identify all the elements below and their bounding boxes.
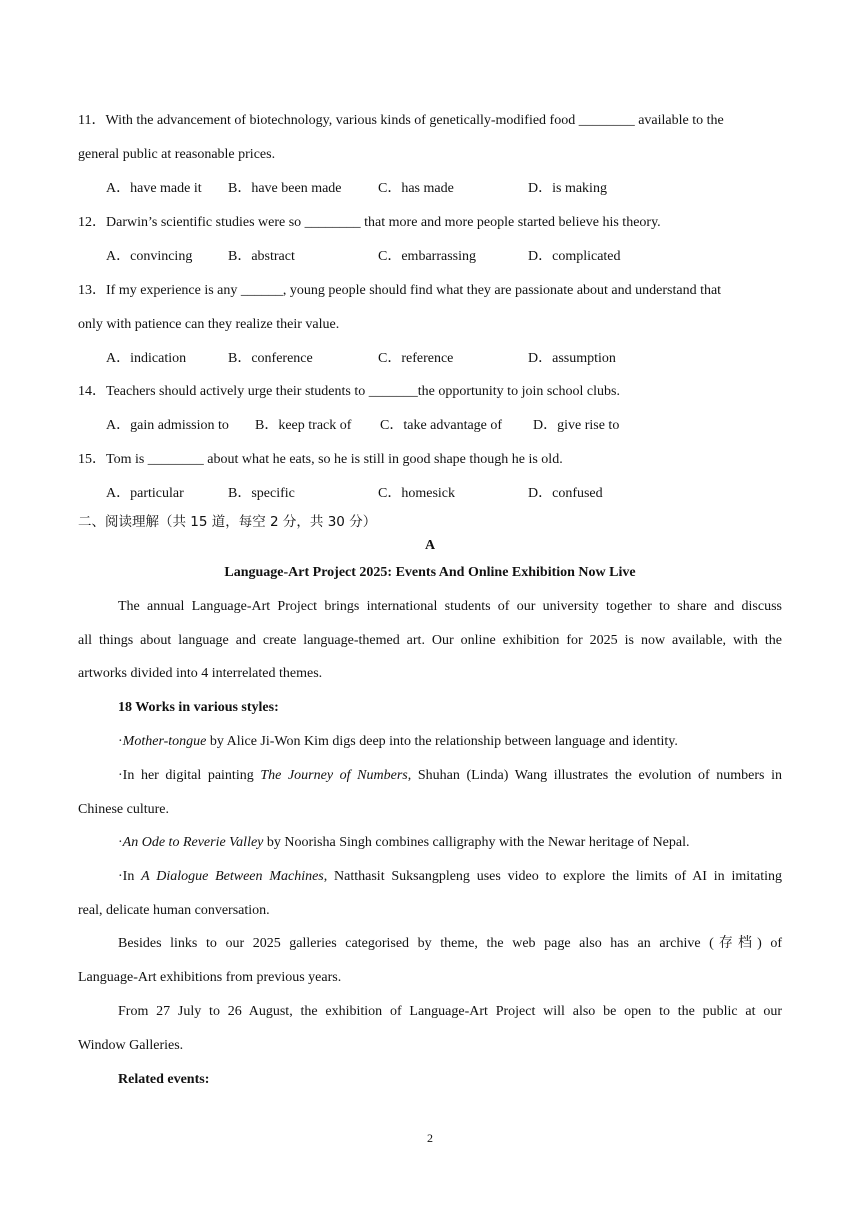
question-12-line-1: 12．Darwin’s scientific studies were so ________ that more and more people started believe his theory.	[78, 215, 661, 230]
intro-line-2: all things about language and create language-themed art. Our online exhibition for 2025 is now available, with the	[78, 633, 782, 648]
option-a: A．particular	[106, 486, 184, 501]
work-description: by Alice Ji-Won Kim digs deep into the relationship between language and identity.	[206, 734, 678, 749]
work-title: An Ode to Reverie Valley	[122, 835, 264, 850]
question-13-line-1: 13．If my experience is any ______, young people should find what they are passionate about and understand that	[78, 283, 722, 298]
option-b: B．specific	[228, 486, 295, 501]
option-b: B．conference	[228, 351, 313, 366]
work-description: , Natthasit Suksangpleng uses video to explore the limits of AI in imitating	[323, 869, 782, 884]
option-a: A．gain admission to	[106, 418, 229, 433]
option-b: B．have been made	[228, 181, 342, 196]
work-description: by Noorisha Singh combines calligraphy with the Newar heritage of Nepal.	[263, 835, 690, 850]
public-line-1: From 27 July to 26 August, the exhibition of Language-Art Project will also be open to the public at our	[118, 1004, 782, 1019]
work-title: A Dialogue Between Machines	[141, 869, 324, 884]
work-prefix: ·In	[118, 869, 142, 884]
option-d: D．confused	[528, 486, 603, 501]
work-item-3	[118, 834, 690, 852]
option-b: B．abstract	[228, 249, 295, 264]
bullet: ·	[118, 835, 123, 850]
option-d: D．complicated	[528, 249, 621, 264]
public-line-2: Window Galleries.	[78, 1038, 184, 1053]
question-15-line-1: 15．Tom is ________ about what he eats, so he is still in good shape though he is old.	[78, 452, 563, 467]
archive-line-2: Language-Art exhibitions from previous years.	[78, 970, 342, 985]
archive-line-1: Besides links to our 2025 galleries categorised by theme, the web page also has an archive (存档) of	[118, 936, 782, 951]
passage-letter: A	[424, 538, 436, 553]
option-d: D．is making	[528, 181, 607, 196]
work-prefix: ·In her digital painting	[118, 768, 261, 783]
work-item-1	[118, 733, 678, 751]
work-title: Mother-tongue	[122, 734, 207, 749]
events-heading: Related events:	[118, 1072, 210, 1087]
option-d: D．assumption	[528, 351, 616, 366]
option-c: C．embarrassing	[378, 249, 476, 264]
option-a: A．convincing	[106, 249, 193, 264]
work-item-4-line-1	[118, 868, 782, 886]
work-description: , Shuhan (Linda) Wang illustrates the evolution of numbers in	[407, 768, 782, 783]
option-c: C．homesick	[378, 486, 455, 501]
bullet: ·	[118, 734, 123, 749]
work-item-2-line-1	[118, 767, 782, 785]
option-c: C．reference	[378, 351, 454, 366]
works-heading: 18 Works in various styles:	[118, 700, 279, 715]
intro-line-1: The annual Language-Art Project brings international students of our university together to share and discuss	[118, 599, 782, 614]
work-title: The Journey of Numbers	[260, 768, 408, 783]
option-c: C．has made	[378, 181, 454, 196]
option-a: A．indication	[106, 351, 187, 366]
question-14-line-1: 14．Teachers should actively urge their students to _______the opportunity to join school clubs.	[78, 384, 620, 399]
question-13-line-2: only with patience can they realize their value.	[78, 317, 340, 332]
page-number: 2	[427, 1131, 433, 1145]
work-item-2-line-2: Chinese culture.	[78, 802, 169, 817]
passage-title: Language-Art Project 2025: Events And Online Exhibition Now Live	[224, 565, 636, 580]
section-heading: 二、阅读理解（共 15 道，每空 2 分，共 30 分）	[78, 514, 377, 530]
option-d: D．give rise to	[533, 418, 620, 433]
work-item-4-line-2: real, delicate human conversation.	[78, 903, 270, 918]
option-a: A．have made it	[106, 181, 202, 196]
question-11-line-2: general public at reasonable prices.	[78, 147, 276, 162]
option-b: B．keep track of	[255, 418, 352, 433]
option-c: C．take advantage of	[380, 418, 503, 433]
intro-line-3: artworks divided into 4 interrelated themes.	[78, 666, 323, 681]
question-11-line-1: 11．With the advancement of biotechnology, various kinds of genetically-modified food ________ available to the	[78, 113, 724, 128]
